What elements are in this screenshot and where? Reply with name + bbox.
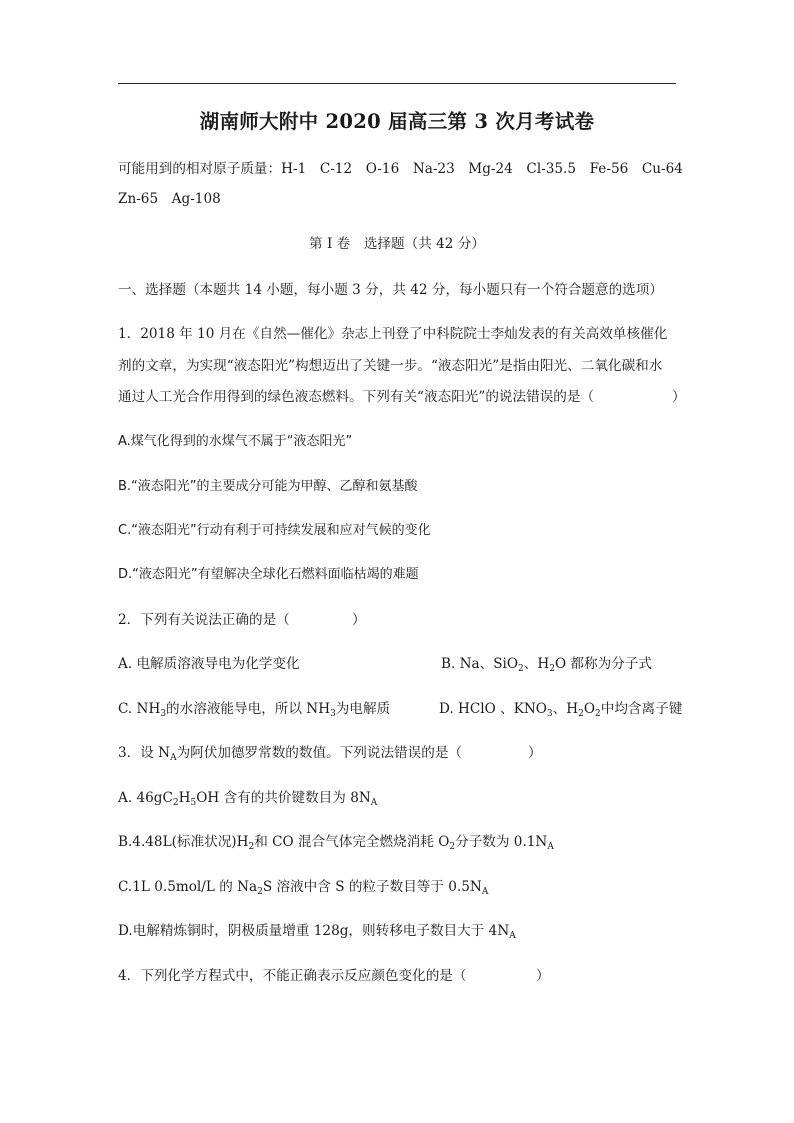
q4-answer-bracket: ）	[536, 968, 550, 984]
atomic-masses-line-2: Zn-65 Ag-108	[118, 191, 221, 207]
q1-option-c: C.“液态阳光”行动有利于可持续发展和应对气候的变化	[118, 523, 431, 538]
header-rule	[118, 83, 676, 84]
q3-stem: 3．设 $N_A$为阿伏加德罗常数的数值。下列说法错误的是（	[118, 745, 463, 763]
q2-option-a: A. 电解质溶液导电为化学变化	[118, 656, 300, 672]
q2-option-b: B. Na、SiO$_2$、$H_2O$ 都称为分子式	[441, 656, 652, 674]
q3-option-c: C.1L 0.5mol/L 的 $Na_2S$ 溶液中含 S 的粒子数目等于 $0.5N_A$	[118, 879, 489, 897]
q3-answer-bracket: ）	[528, 745, 542, 761]
q2-option-d: D. HClO 、$KNO_3$、$H_2O_2$中均含离子键	[439, 701, 683, 719]
q1-option-d: D.“液态阳光”有望解决全球化石燃料面临枯竭的难题	[118, 567, 419, 582]
q3-option-b: B.4.48L(标准状况)$H_2$和 CO 混合气体完全燃烧消耗 $O_2$分子数为 $0.1N_A$	[118, 834, 554, 852]
q1-answer-bracket: ）	[672, 389, 686, 405]
q1-stem-line-1: 1．2018 年 10 月在《自然—催化》杂志上刊登了中科院院士李灿发表的有关高效单核催化	[118, 326, 668, 342]
q3-option-a: A. $46gC_2H_5OH$ 含有的共价键数目为 $8N_A$	[118, 790, 378, 808]
q1-stem-line-2: 剂的文章，为实现“液态阳光”构想迈出了关键一步。“液态阳光”是指由阳光、二氧化碳和水	[118, 358, 663, 374]
q2-answer-bracket: ）	[352, 612, 366, 628]
q3-option-d: D.电解精炼铜时，阴极质量增重 128g，则转移电子数目大于 $4N_A$	[118, 923, 516, 941]
page-title: 湖南师大附中 2020 届高三第 3 次月考试卷	[199, 110, 595, 133]
atomic-masses-line-1: 可能用到的相对原子质量：H-1 C-12 O-16 Na-23 Mg-24 Cl-35.5 Fe-56 Cu-64	[118, 161, 683, 177]
section-instruction: 一、选择题（本题共 14 小题，每小题 3 分，共 42 分，每小题只有一个符合题意的选项）	[118, 282, 663, 298]
q1-stem-line-3: 通过人工光合作用得到的绿色液态燃料。下列有关“液态阳光”的说法错误的是（	[118, 389, 595, 405]
q2-stem: 2．下列有关说法正确的是（	[118, 612, 290, 628]
part-title: 第 I 卷 选择题（共 42 分）	[309, 236, 485, 252]
q1-option-b: B.“液态阳光”的主要成分可能为甲醇、乙醇和氨基酸	[118, 479, 418, 494]
q1-option-a: A.煤气化得到的水煤气不属于“液态阳光”	[118, 434, 353, 449]
q4-stem: 4．下列化学方程式中，不能正确表示反应颜色变化的是（	[118, 968, 467, 984]
q2-option-c: C. $NH_3$的水溶液能导电，所以 $NH_3$为电解质	[118, 701, 391, 719]
